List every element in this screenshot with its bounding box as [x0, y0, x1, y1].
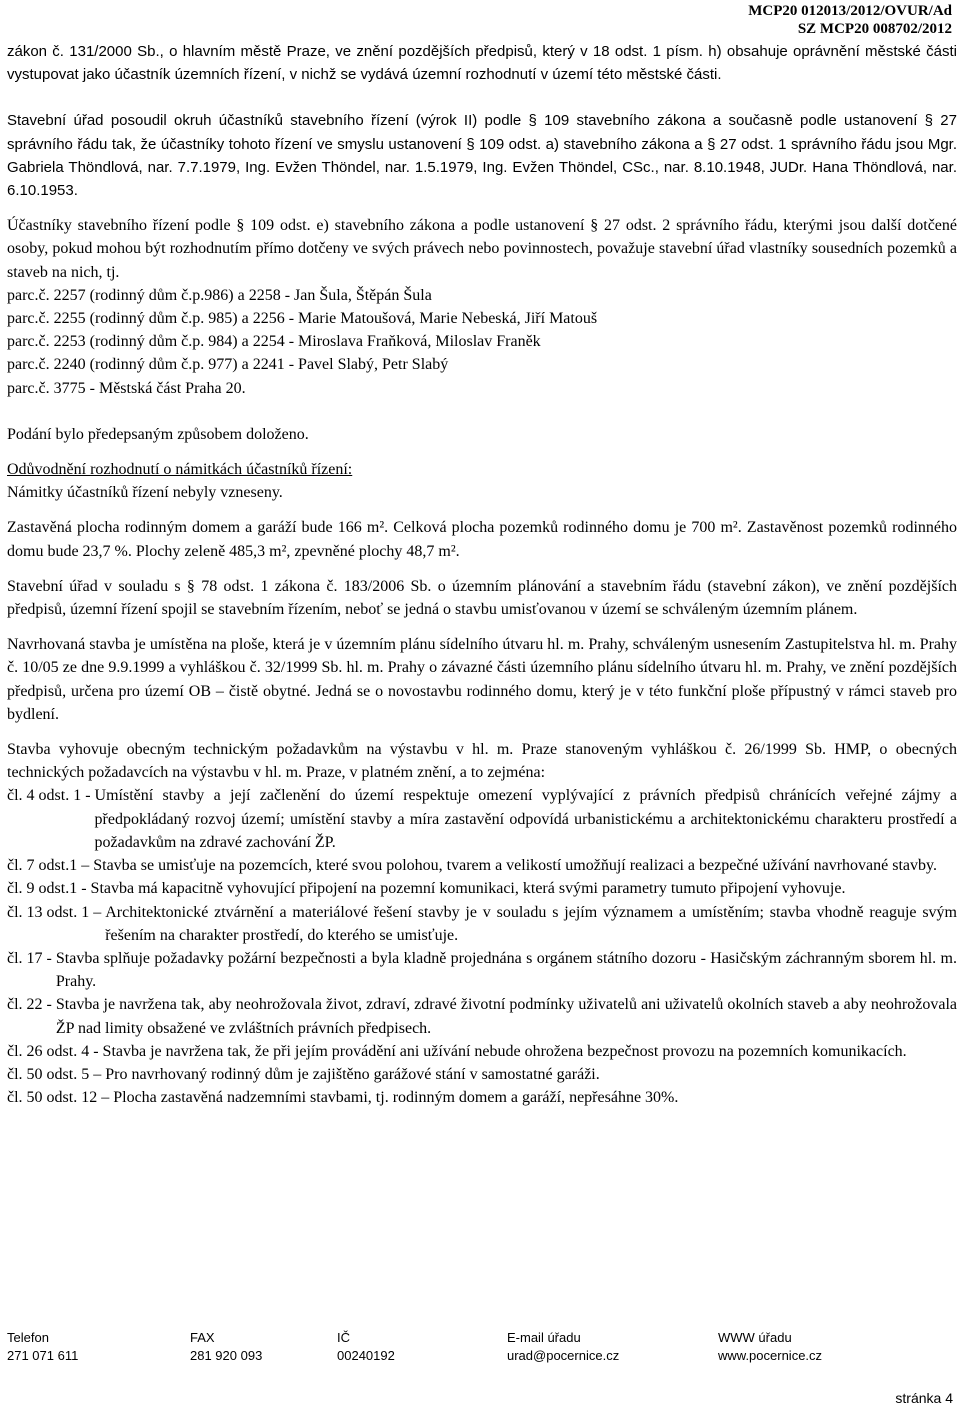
footer-phone [7, 1329, 78, 1365]
footer-website [718, 1329, 822, 1365]
paragraph-neighbour-participants: Účastníky stavebního řízení podle § 109 odst. e) stavebního zákona a podle ustanovení § 27 odst. 2 správního řádu, kterými jsou další dotčené osoby, pokud mohou být rozhodnutím přímo dotčeny ve svých právech nebo povinnostech, považuje stavební úřad vlastníky sousedních pozemků a staveb na nich, tj. [7, 217, 957, 281]
paragraph-participants-assessment: Stavební úřad posoudil okruh účastníků stavebního řízení (výrok II) podle § 109 stavebního zákona a současně podle ustanovení § 27 správního řádu tak, že účastníky tohoto řízení ve smyslu ustanovení § 109 odst. a) stavebního zákona a § 27 odst. 1 správního řádu jsou Mgr. Gabriela Thöndlová, nar. 7.7.1979, Ing. Evžen Thöndel, nar. 1.5.1979, Ing. Evžen Thöndel, CSc., nar. 8.10.1948, JUDr. Hana Thöndlová, nar. 6.10.1953. [7, 112, 957, 200]
page-number: stránka 4 [895, 1390, 953, 1406]
parcel-item: parc.č. 3775 - Městská část Praha 20. [7, 379, 246, 397]
reference-number-1: MCP20 012013/2012/OVUR/Ad [748, 3, 952, 19]
article-list [7, 784, 957, 1109]
footer-company-id [337, 1329, 395, 1365]
footer-fax [190, 1329, 262, 1365]
article-item: čl. 22 - Stavba je navržena tak, aby neohrožovala život, zdraví, zdravé životní podmínky uživatelů ani uživatelů okolních staveb a aby neohrožovala ŽP nad limity obsažené ve zvláštních právních předpisech. [7, 996, 957, 1037]
article-item: čl. 50 odst. 5 – Pro navrhovaný rodinný dům je zajištěno garážové stání v samostatné garáži. [7, 1065, 600, 1083]
article-item: čl. 50 odst. 12 – Plocha zastavěná nadzemními stavbami, tj. rodinným domem a garáží, nepřesáhne 30%. [7, 1089, 679, 1107]
paragraph-built-area: Zastavěná plocha rodinným domem a garáží bude 166 m². Celková plocha pozemků rodinného domu je 700 m². Zastavěnost pozemků rodinného domu bude 23,7 %. Plochy zeleně 485,3 m², zpevněné plochy 48,7 m². [7, 519, 957, 560]
paragraph-technical-requirements: Stavba vyhovuje obecným technickým požadavkům na výstavbu v hl. m. Praze stanoveným vyhláškou č. 26/1999 Sb. HMP, o obecných technických požadavcích na výstavbu v hl. m. Praze, v platném znění, a to zejména: [7, 741, 957, 782]
paragraph-no-objections: Námitky účastníků řízení nebyly vzneseny. [7, 484, 283, 502]
footer-value: 00240192 [337, 1348, 395, 1363]
heading-objections: Odůvodnění rozhodnutí o námitkách účastníků řízení: [7, 461, 353, 479]
footer-website-link[interactable]: www.pocernice.cz [718, 1348, 823, 1363]
parcel-item: parc.č. 2255 (rodinný dům č.p. 985) a 2256 - Marie Matoušová, Marie Nebeská, Jiří Matouš [7, 310, 598, 328]
paragraph-submission-documented: Podání bylo předepsaným způsobem doloženo. [7, 425, 309, 443]
footer-email [507, 1329, 619, 1365]
paragraph-merged-proceedings: Stavební úřad v souladu s § 78 odst. 1 zákona č. 183/2006 Sb. o územním plánování a stavebním řádu (stavební zákon), ve znění pozdějších předpisů, územní řízení spojil se stavebním řízením, neboť se jedná o stavbu umisťovanou v území se schváleným územním plánem. [7, 577, 957, 619]
parcel-list [7, 284, 957, 400]
parcel-item: parc.č. 2240 (rodinný dům č.p. 977) a 2241 - Pavel Slabý, Petr Slabý [7, 356, 449, 374]
document-body [7, 40, 957, 1109]
article-item: čl. 17 - Stavba splňuje požadavky požární bezpečnosti a byla kladně projednána s orgánem státního dozoru - Hasičským záchranným sborem hl. m. Prahy. [7, 949, 957, 991]
footer-label: E-mail úřadu [507, 1330, 581, 1345]
footer-email-link[interactable]: urad@pocernice.cz [507, 1348, 620, 1363]
paragraph-zoning-plan: Navrhovaná stavba je umístěna na ploše, která je v územním plánu sídelního útvaru hl. m. Prahy, schváleným usnesením Zastupitelstva hl. m. Prahy č. 10/05 ze dne 9.9.1999 a vyhláškou č. 32/1999 Sb. hl. m. Prahy o závazné části územního plánu sídelního útvaru hl. m. Prahy, ve znění pozdějších předpisů, určena pro území OB – čistě obytné. Jedná se o novostavbu rodinného domu, který je v této funkční ploše přípustný v rámci staveb pro bydlení. [7, 636, 957, 723]
footer-label: WWW úřadu [718, 1330, 792, 1345]
article-item: čl. 7 odst.1 – Stavba se umisťuje na pozemcích, které svou polohou, tvarem a velikostí umožňují realizaci a bezpečné užívání navrhované stavby. [7, 857, 937, 875]
parcel-item: parc.č. 2253 (rodinný dům č.p. 984) a 2254 - Miroslava Fraňková, Miloslav Franěk [7, 333, 541, 351]
footer-label: FAX [190, 1330, 215, 1345]
footer-label: Telefon [7, 1330, 49, 1345]
article-item: čl. 9 odst.1 - Stavba má kapacitně vyhovující připojení na pozemní komunikaci, která svými parametry tumuto připojení vyhovuje. [7, 880, 846, 898]
footer-value: 271 071 611 [7, 1348, 79, 1363]
article-item: čl. 26 odst. 4 - Stavba je navržena tak, že při jejím provádění ani užívání nebude ohrožena bezpečnost provozu na pozemních komunikacích. [7, 1042, 907, 1060]
article-item: čl. 13 odst. 1 – Architektonické ztvárnění a materiálové řešení stavby je v souladu s jejím významem a umístěním; stavba vhodně reaguje svým řešením na charakter prostředí, do kterého se umisťuje. [7, 903, 957, 944]
document-reference-header [748, 2, 952, 38]
article-item: čl. 4 odst. 1 - Umístění stavby a její začlenění do území respektuje omezení vyplývající z právních předpisů chránících veřejné zájmy a předpokládaný rozvoj území; umístění stavby a míra zastavění odpovídá urbanistickému a architektonickému charakteru prostředí a požadavkům na zdravé zachování ŽP. [7, 787, 957, 851]
parcel-item: parc.č. 2257 (rodinný dům č.p.986) a 2258 - Jan Šula, Štěpán Šula [7, 286, 432, 304]
footer-value: 281 920 093 [190, 1348, 263, 1363]
footer-label: IČ [337, 1330, 350, 1345]
reference-number-2: SZ MCP20 008702/2012 [797, 21, 952, 37]
paragraph-law-reference: zákon č. 131/2000 Sb., o hlavním městě Praze, ve znění pozdějších předpisů, který v 18 odst. 1 písm. h) obsahuje oprávnění městské části vystupovat jako účastník územních řízení, v nichž se vydává územní rozhodnutí v území této městské části. [7, 43, 957, 84]
